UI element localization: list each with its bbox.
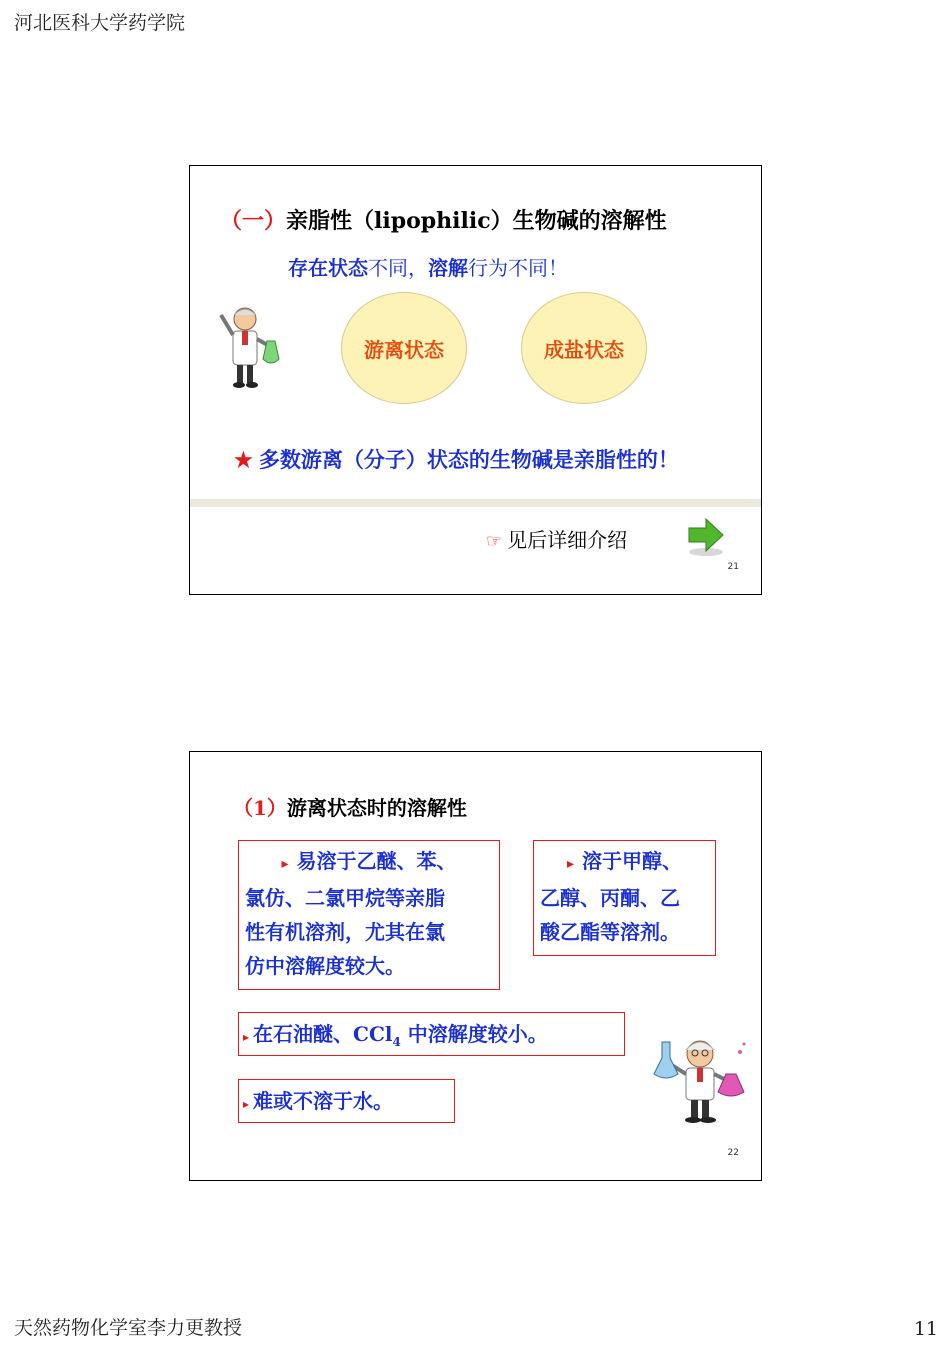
slide1-note xyxy=(234,444,679,474)
see-details-text: 见后详细介绍 xyxy=(507,528,628,552)
divider-band xyxy=(190,499,761,507)
box-a-line: 仿中溶解度较大。 xyxy=(245,954,405,978)
slide1-title-text: 亲脂性（lipophilic）生物碱的溶解性 xyxy=(286,208,667,234)
solubility-box-polar xyxy=(533,840,716,956)
slide2-title-text: 游离状态时的溶解性 xyxy=(286,796,467,820)
slide-number: 21 xyxy=(727,562,739,572)
box-a-line: 易溶于乙醚、苯、 xyxy=(296,849,457,873)
box-b-line: 乙醇、丙酮、乙 xyxy=(540,886,680,910)
see-details-link[interactable] xyxy=(486,524,627,553)
free-state-bubble: 游离状态 xyxy=(341,292,467,404)
slide1-subtitle xyxy=(288,252,568,281)
subtitle-part-c: 溶解 xyxy=(428,256,468,280)
subtitle-part-d: 行为不同！ xyxy=(468,256,568,280)
box-b-line: 酸乙酯等溶剂。 xyxy=(540,920,680,944)
box-a-line: 氯仿、二氯甲烷等亲脂 xyxy=(245,886,445,910)
bullet-triangle-icon: ▸ xyxy=(243,1097,250,1111)
box-b-line: 溶于甲醇、 xyxy=(582,849,683,873)
green-arrow-icon[interactable] xyxy=(686,516,726,558)
bullet-triangle-icon: ▸ xyxy=(566,856,575,872)
chemist-illustration xyxy=(648,1034,753,1126)
box-c-subscript: 4 xyxy=(392,1035,401,1049)
bullet-triangle-icon: ▸ xyxy=(243,1030,250,1044)
page-number: 11 xyxy=(913,1318,938,1340)
slide-21 xyxy=(189,165,762,595)
slide1-note-text: 多数游离（分子）状态的生物碱是亲脂性的！ xyxy=(258,447,679,472)
box-c-post: 中溶解度较小。 xyxy=(400,1022,548,1046)
page-footer-author: 天然药物化学室李力更教授 xyxy=(14,1317,243,1339)
subtitle-part-a: 存在状态 xyxy=(288,256,368,280)
slide-22 xyxy=(189,751,762,1181)
box-c-pre: 在石油醚、CCl xyxy=(253,1022,393,1046)
solubility-box-lipophilic xyxy=(238,840,500,990)
bullet-triangle-icon: ▸ xyxy=(281,856,289,872)
subtitle-part-b: 不同， xyxy=(368,256,428,280)
box-a-line: 性有机溶剂，尤其在氯 xyxy=(245,920,445,944)
star-icon: ★ xyxy=(234,447,253,472)
slide2-title xyxy=(233,792,467,821)
pointing-hand-icon: ☞ xyxy=(486,531,503,552)
slide-number: 22 xyxy=(727,1148,739,1158)
scientist-illustration xyxy=(215,301,283,389)
salt-state-bubble: 成盐状态 xyxy=(521,292,647,404)
box-d-text: 难或不溶于水。 xyxy=(253,1089,394,1113)
solubility-box-low xyxy=(238,1012,625,1056)
slide1-title-number: （一） xyxy=(220,208,287,234)
slide2-title-number: （1） xyxy=(233,796,287,820)
solubility-box-water xyxy=(238,1079,455,1123)
slide1-title xyxy=(220,204,667,235)
page-header: 河北医科大学药学院 xyxy=(14,12,186,34)
